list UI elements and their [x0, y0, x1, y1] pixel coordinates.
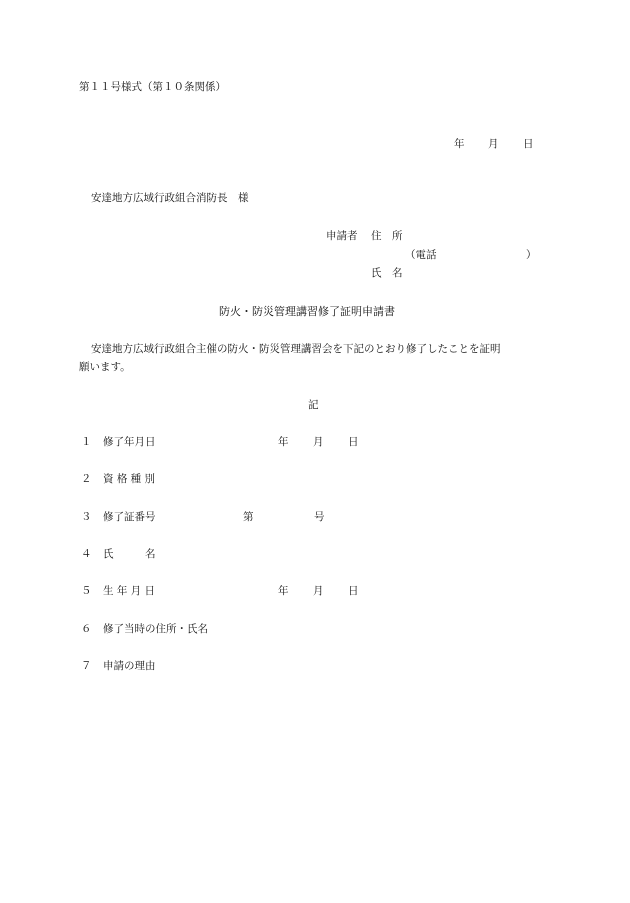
item-number: ４	[81, 548, 92, 560]
item-number: ２	[81, 473, 92, 485]
item-label: 生 年 月 日	[103, 585, 156, 597]
date-day-label: 日	[523, 138, 534, 150]
item-number: ６	[81, 623, 92, 635]
phone-open: （電話	[405, 249, 437, 261]
item-label: 修了証番号	[103, 511, 156, 523]
item-day-label: 日	[348, 585, 359, 597]
phone-close: ）	[526, 249, 537, 261]
applicant-label: 申請者	[326, 230, 358, 242]
item-number: ７	[81, 660, 92, 672]
item-label: 資 格 種 別	[103, 473, 156, 485]
item-go-label: 号	[314, 511, 325, 523]
item-month-label: 月	[313, 436, 324, 448]
body-line-1: 安達地方広域行政組合主催の防火・防災管理講習会を下記のとおり修了したことを証明	[91, 343, 501, 355]
item-day-label: 日	[348, 436, 359, 448]
item-year-label: 年	[278, 436, 289, 448]
form-number: 第１１号様式（第１０条関係）	[79, 81, 226, 93]
item-month-label: 月	[313, 585, 324, 597]
item-number: ３	[81, 511, 92, 523]
ki-heading: 記	[308, 399, 319, 411]
address-label: 住 所	[371, 230, 403, 242]
item-label: 修了当時の住所・氏名	[103, 623, 208, 635]
item-label: 氏 名	[103, 548, 156, 560]
item-label: 修了年月日	[103, 436, 156, 448]
item-year-label: 年	[278, 585, 289, 597]
name-label: 氏 名	[371, 267, 403, 279]
date-year-label: 年	[454, 138, 465, 150]
item-number: １	[81, 436, 92, 448]
item-label: 申請の理由	[103, 660, 156, 672]
document-title: 防火・防災管理講習修了証明申請書	[219, 305, 395, 318]
item-number: ５	[81, 585, 92, 597]
body-line-2: 願います。	[79, 361, 131, 373]
item-dai-label: 第	[243, 511, 254, 523]
addressee: 安達地方広域行政組合消防長 様	[91, 192, 249, 204]
date-month-label: 月	[488, 138, 499, 150]
